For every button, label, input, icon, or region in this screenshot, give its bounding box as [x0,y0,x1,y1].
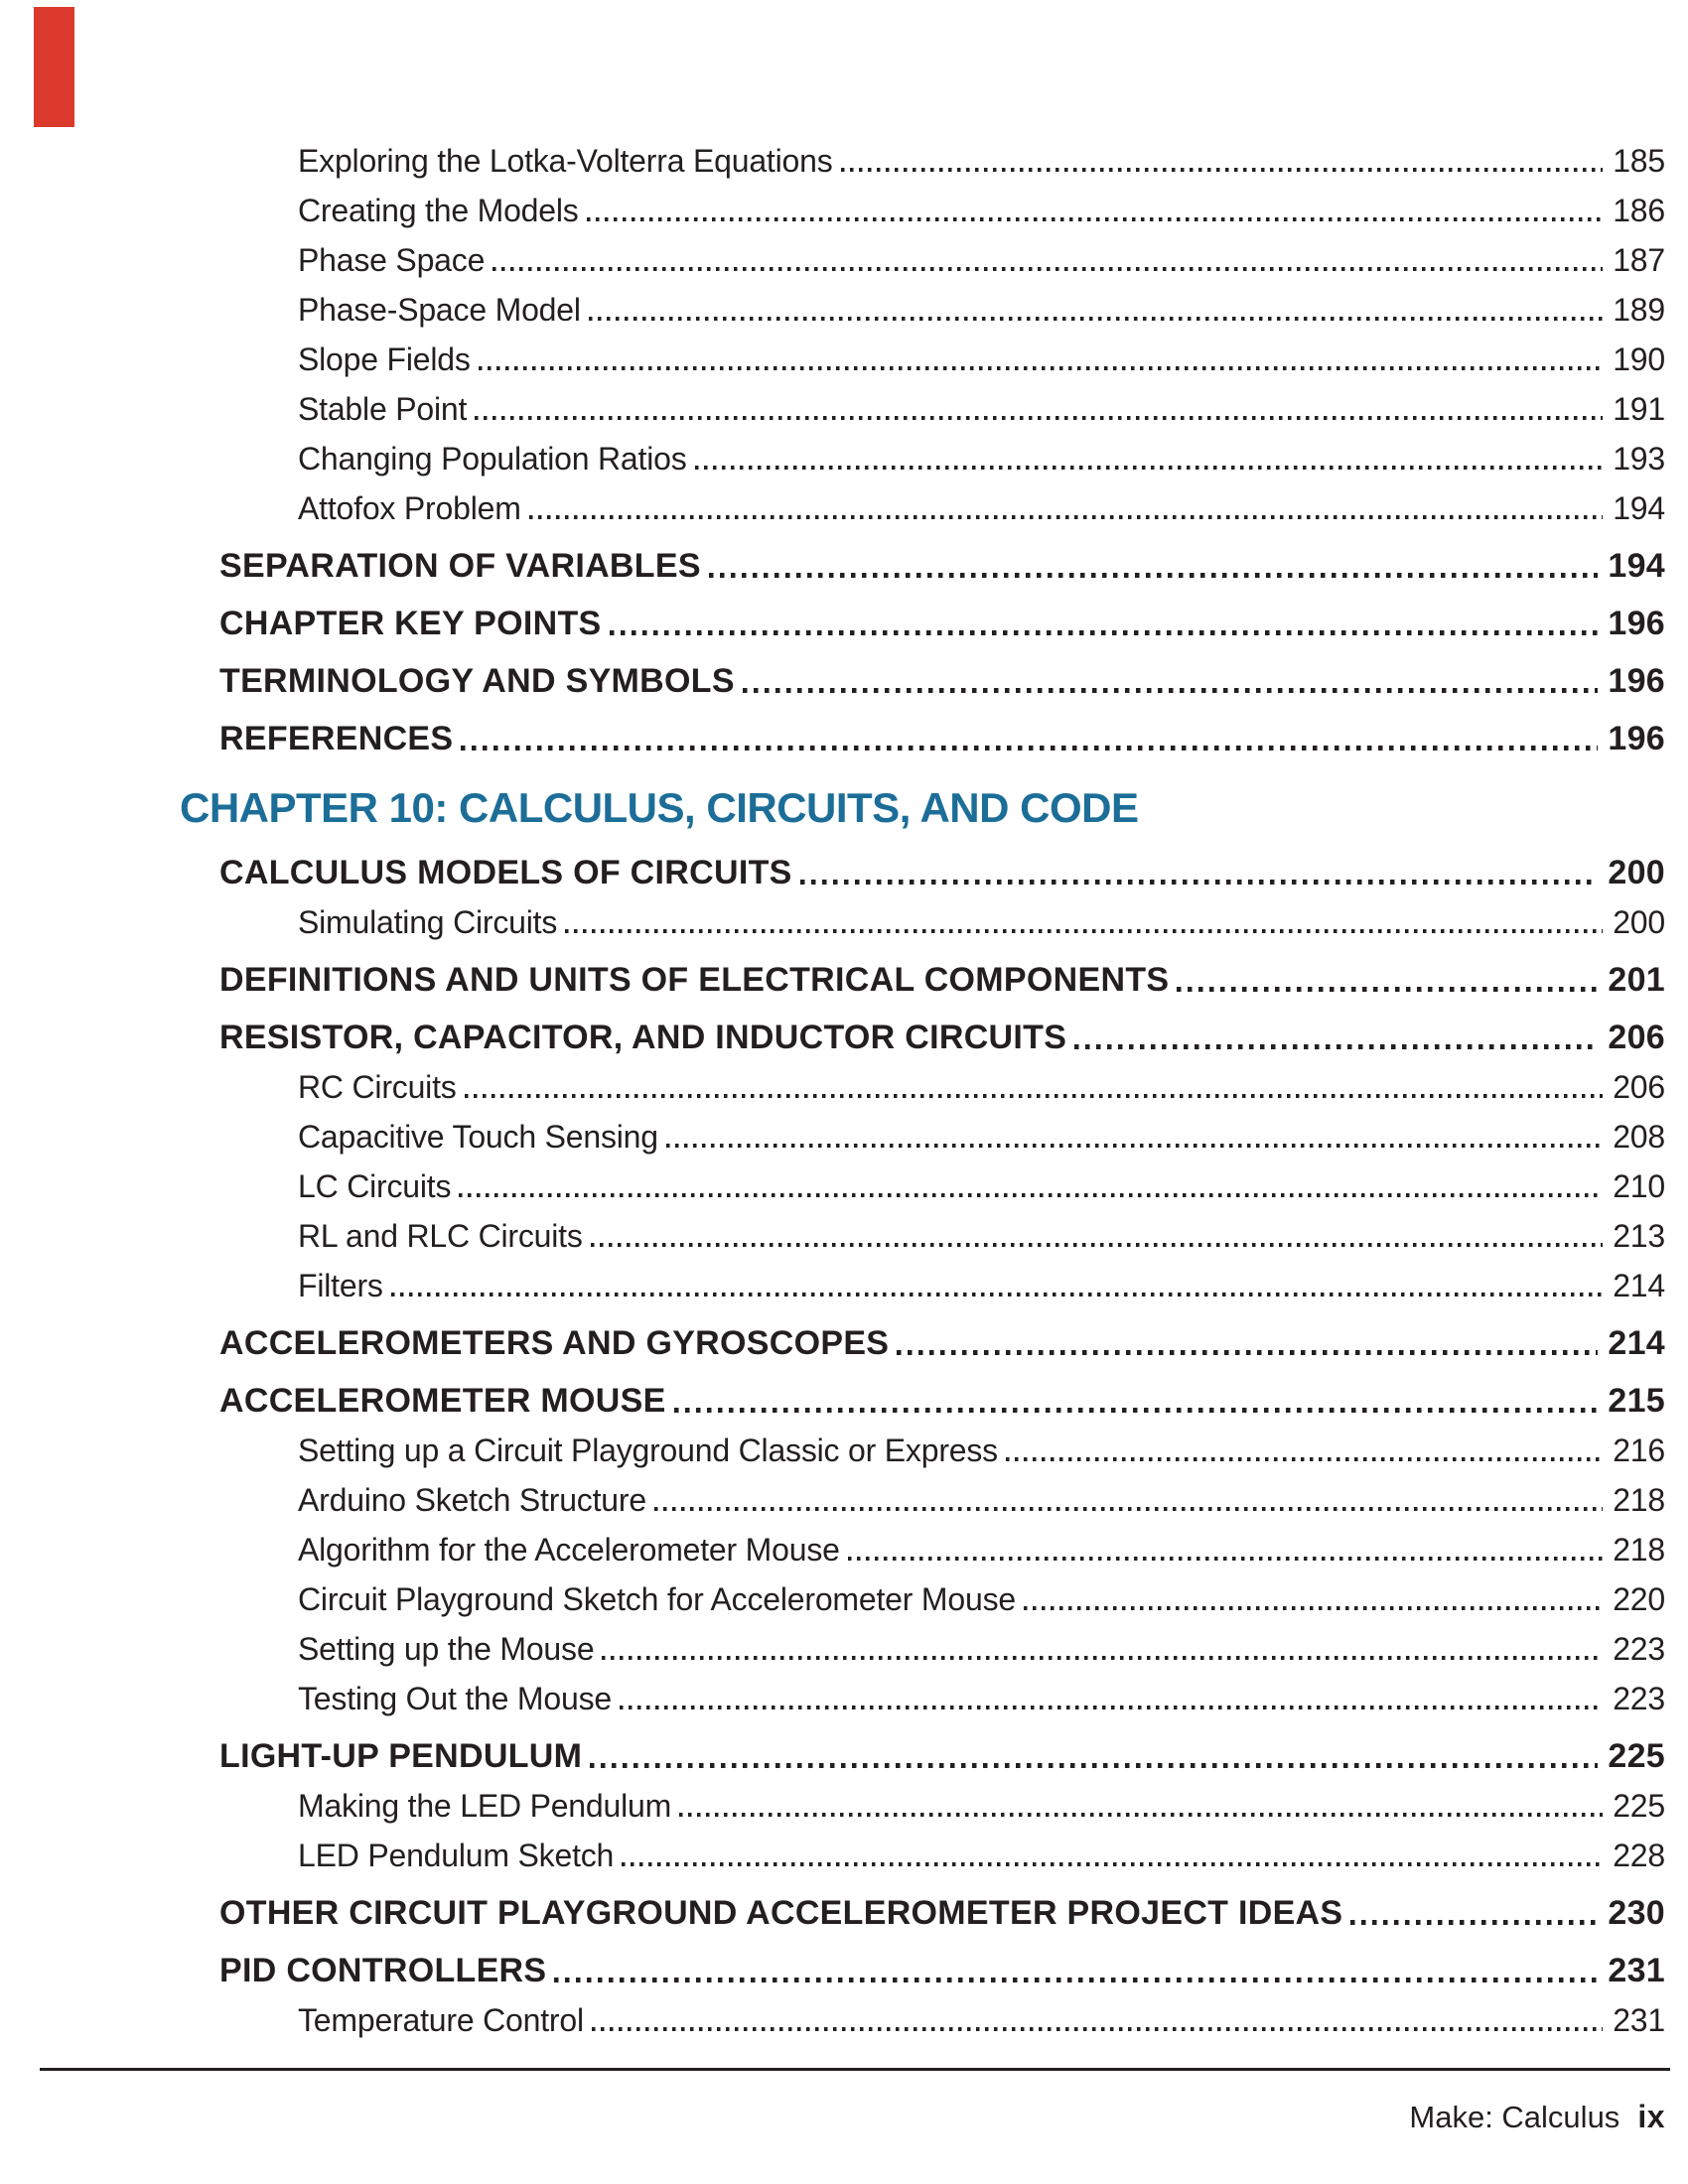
toc-row[interactable] [219,443,1665,476]
dot-leader [1006,1457,1603,1461]
toc-row[interactable] [219,2004,1665,2037]
toc-row[interactable] [219,244,1665,277]
toc-row[interactable] [219,1270,1665,1302]
toc-entry-label: Testing Out the Mouse [298,1681,612,1716]
toc-entry-label: SEPARATION OF VARIABLES [219,547,701,585]
toc-entry-page: 196 [1608,720,1665,757]
toc-entry-page: 189 [1613,292,1665,328]
toc-entry-label: Setting up the Mouse [298,1631,595,1667]
dot-leader [897,1350,1598,1355]
dot-leader [743,688,1599,693]
toc-entry-label: LC Circuits [298,1168,452,1204]
toc-row[interactable] [219,1633,1665,1666]
toc-row[interactable] [219,607,1665,641]
toc-entry-page: 206 [1608,1019,1665,1056]
toc-row[interactable] [219,1021,1665,1055]
toc-row[interactable] [219,1840,1665,1872]
toc-row[interactable] [219,343,1665,376]
toc-entry-label: ACCELEROMETER MOUSE [219,1382,666,1420]
dot-leader [475,416,1603,420]
dot-leader [695,466,1604,470]
dot-leader [622,1862,1603,1866]
toc-row[interactable] [219,1434,1665,1467]
toc-entry-label: LED Pendulum Sketch [298,1838,615,1873]
toc-entry-page: 213 [1613,1218,1665,1254]
toc-entry-label: CHAPTER 10: CALCULUS, CIRCUITS, AND CODE [180,784,1139,831]
toc-entry-page: 215 [1608,1382,1665,1420]
toc-row[interactable] [219,1896,1665,1931]
toc-entry-label: Filters [298,1268,383,1303]
toc-entry-label: REFERENCES [219,720,454,757]
toc-entry-page: 218 [1613,1482,1665,1518]
dot-leader [492,267,1603,271]
toc-row[interactable] [219,1220,1665,1253]
dot-leader [666,1144,1603,1148]
chapter-heading[interactable] [180,786,1665,830]
folio-page-number: ix [1637,2099,1665,2134]
toc-entry-label: PID CONTROLLERS [219,1952,547,1989]
toc-row[interactable] [219,1170,1665,1203]
dot-leader [800,880,1599,885]
toc-row[interactable] [219,664,1665,699]
dot-leader [654,1507,1603,1511]
dot-leader [565,929,1603,933]
toc-entry-label: Attofox Problem [298,490,521,526]
toc-entry-page: 196 [1608,662,1665,700]
toc-entry-page: 201 [1608,961,1665,999]
toc-row[interactable] [219,1790,1665,1823]
dot-leader [591,1243,1604,1247]
toc-entry-page: 193 [1613,441,1665,477]
toc-row[interactable] [219,856,1665,890]
toc-row[interactable] [219,1739,1665,1774]
toc-row[interactable] [219,1683,1665,1715]
toc-row[interactable] [219,294,1665,327]
toc-entry-page: 210 [1613,1168,1665,1204]
toc-row[interactable] [219,145,1665,178]
toc-entry-page: 208 [1613,1119,1665,1155]
toc-entry-page: 200 [1613,904,1665,940]
dot-leader [620,1706,1603,1709]
dot-leader [590,1763,1598,1768]
toc-row[interactable] [219,906,1665,939]
toc-entry-page: 191 [1613,391,1665,427]
toc-entry-label: Making the LED Pendulum [298,1788,672,1824]
toc-row[interactable] [219,1954,1665,1988]
toc-row[interactable] [219,722,1665,756]
toc-entry-page: 187 [1613,242,1665,278]
toc-entry-page: 225 [1613,1788,1665,1824]
toc-entry-label: ACCELEROMETERS AND GYROSCOPES [219,1324,890,1362]
toc-row[interactable] [219,1121,1665,1154]
toc-entry-page: 200 [1608,854,1665,891]
dot-leader [1177,987,1598,992]
table-of-contents [180,143,1665,2038]
dot-leader [679,1813,1603,1817]
toc-row[interactable] [219,492,1665,525]
toc-entry-label: RL and RLC Circuits [298,1218,583,1254]
toc-entry-page: 223 [1613,1681,1665,1716]
toc-entry-label: Arduino Sketch Structure [298,1482,646,1518]
dot-leader [709,573,1599,578]
dot-leader [610,630,1599,635]
toc-entry-label: RESISTOR, CAPACITOR, AND INDUCTOR CIRCUITS [219,1019,1067,1056]
dot-leader [529,515,1604,519]
toc-row[interactable] [219,1583,1665,1616]
toc-entry-label: Changing Population Ratios [298,441,687,477]
toc-entry-label: Stable Point [298,391,468,427]
toc-entry-label: OTHER CIRCUIT PLAYGROUND ACCELEROMETER PROJECT IDEAS [219,1894,1343,1932]
toc-entry-page: 225 [1608,1737,1665,1775]
dot-leader [459,1193,1603,1197]
toc-entry-label: DEFINITIONS AND UNITS OF ELECTRICAL COMPONENTS [219,961,1170,999]
dot-leader [841,168,1604,172]
toc-entry-label: Simulating Circuits [298,904,558,940]
toc-entry-label: CALCULUS MODELS OF CIRCUITS [219,854,792,891]
dot-leader [602,1656,1603,1660]
toc-entry-page: 185 [1613,143,1665,179]
toc-entry-label: Algorithm for the Accelerometer Mouse [298,1532,840,1568]
toc-entry-page: 186 [1613,193,1665,228]
toc-entry-page: 214 [1613,1268,1665,1303]
dot-leader [589,317,1603,321]
toc-entry-label: Temperature Control [298,2002,584,2038]
toc-row[interactable] [219,1484,1665,1517]
toc-entry-page: 218 [1613,1532,1665,1568]
book-title: Make: Calculus [1409,2100,1620,2134]
dot-leader [1024,1606,1603,1610]
toc-entry-label: CHAPTER KEY POINTS [219,605,602,642]
toc-entry-label: Phase Space [298,242,486,278]
toc-row[interactable] [219,1384,1665,1419]
dot-leader [587,217,1604,221]
toc-entry-label: Capacitive Touch Sensing [298,1119,658,1155]
toc-entry-page: 214 [1608,1324,1665,1362]
page-footer [1409,2101,1665,2133]
toc-entry-page: 231 [1613,2002,1665,2038]
dot-leader [554,1978,1598,1982]
toc-row[interactable] [219,393,1665,426]
dot-leader [1350,1920,1598,1925]
toc-entry-label: Setting up a Circuit Playground Classic or Express [298,1433,998,1468]
toc-entry-page: 196 [1608,605,1665,642]
dot-leader [479,366,1604,370]
toc-entry-label: Phase-Space Model [298,292,581,328]
dot-leader [592,2027,1603,2031]
toc-entry-page: 194 [1613,490,1665,526]
toc-entry-label: Circuit Playground Sketch for Accelerometer Mouse [298,1581,1016,1617]
toc-entry-page: 190 [1613,341,1665,377]
toc-row[interactable] [219,1071,1665,1104]
dot-leader [391,1293,1603,1297]
dot-leader [465,1094,1604,1098]
dot-leader [848,1557,1603,1561]
dot-leader [1074,1044,1598,1049]
toc-entry-page: 194 [1608,547,1665,585]
toc-entry-page: 206 [1613,1069,1665,1105]
toc-entry-label: Exploring the Lotka-Volterra Equations [298,143,833,179]
toc-entry-label: TERMINOLOGY AND SYMBOLS [219,662,735,700]
toc-entry-page: 223 [1613,1631,1665,1667]
dot-leader [674,1408,1599,1413]
toc-entry-page: 230 [1608,1894,1665,1932]
toc-row[interactable] [219,549,1665,584]
toc-row[interactable] [219,1534,1665,1567]
toc-entry-page: 220 [1613,1581,1665,1617]
toc-row[interactable] [219,1326,1665,1361]
toc-row[interactable] [219,963,1665,998]
footer-rule [40,2068,1670,2071]
dot-leader [461,746,1598,751]
toc-row[interactable] [219,195,1665,227]
toc-entry-label: LIGHT-UP PENDULUM [219,1737,583,1775]
toc-entry-page: 228 [1613,1838,1665,1873]
toc-entry-page: 216 [1613,1433,1665,1468]
chapter-edge-tab [34,7,74,127]
toc-entry-label: Slope Fields [298,341,471,377]
toc-entry-label: Creating the Models [298,193,579,228]
toc-entry-page: 231 [1608,1952,1665,1989]
toc-entry-label: RC Circuits [298,1069,457,1105]
